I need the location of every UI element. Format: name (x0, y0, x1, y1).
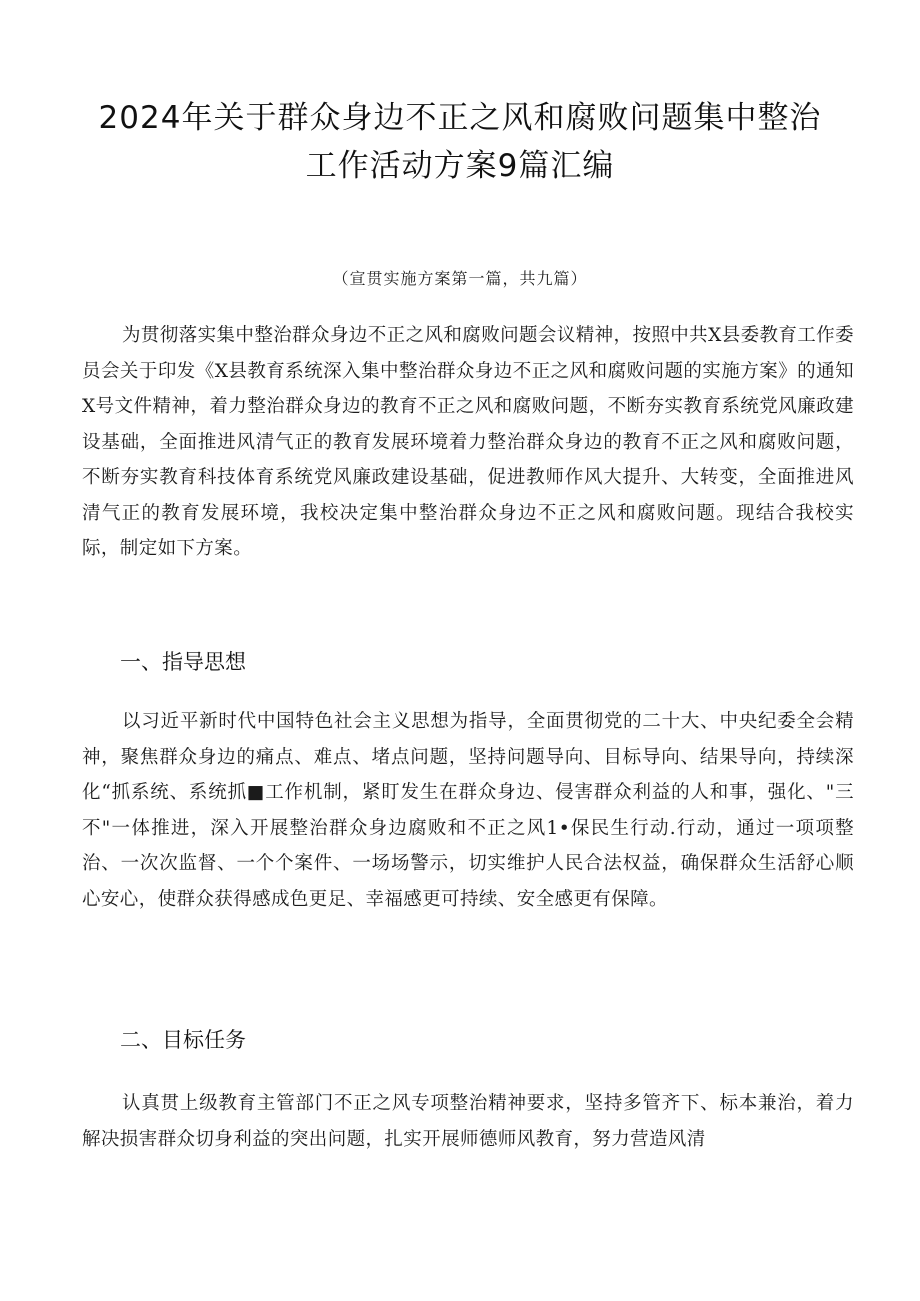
intro-paragraph: 为贯彻落实集中整治群众身边不正之风和腐败问题会议精神，按照中共X县委教育工作委员会关于印发《X县教育系统深入集中整治群众身边不正之风和腐败问题的实施方案》的通知X号文件精神，着力整治群众身边的教育不正之风和腐败问题，不断夯实教育系统党风廉政建设基础，全面推进风清气正的教育发展环境着力整治群众身边的教育不正之风和腐败问题，不断夯实教育科技体育系统党风廉政建设基础，促进教师作风大提升、大转变，全面推进风清气正的教育发展环境，我校决定集中整治群众身边不正之风和腐败问题。现结合我校实际，制定如下方案。 (82, 325, 854, 559)
section-heading-guiding-ideology: 一、指导思想 (120, 650, 246, 674)
guiding-ideology-paragraph: 以习近平新时代中国特色社会主义思想为指导，全面贯彻党的二十大、中央纪委全会精神，聚焦群众身边的痛点、难点、堵点问题，坚持问题导向、目标导向、结果导向，持续深化“抓系统、系统抓■工作机制，紧盯发生在群众身边、侵害群众利益的人和事，强化、"三不"一体推进，深入开展整治群众身边腐败和不正之风1•保民生行动.行动，通过一项项整治、一次次监督、一个个案件、一场场警示，切实维护人民合法权益，确保群众生活舒心顺心安心，使群众获得感成色更足、幸福感更可持续、安全感更有保障。 (82, 711, 854, 910)
document-title-line-2: 工作活动方案9篇汇编 (305, 148, 615, 184)
section-heading-goals: 二、目标任务 (120, 1028, 246, 1052)
goals-paragraph: 认真贯上级教育主管部门不正之风专项整治精神要求，坚持多管齐下、标本兼治，着力解决损害群众切身利益的突出问题，扎实开展师德师风教育，努力营造风清 (82, 1093, 854, 1150)
document-title-line-1: 2024年关于群众身边不正之风和腐败问题集中整治 (98, 100, 822, 136)
document-subtitle: （宣贯实施方案第一篇，共九篇） (332, 269, 588, 288)
